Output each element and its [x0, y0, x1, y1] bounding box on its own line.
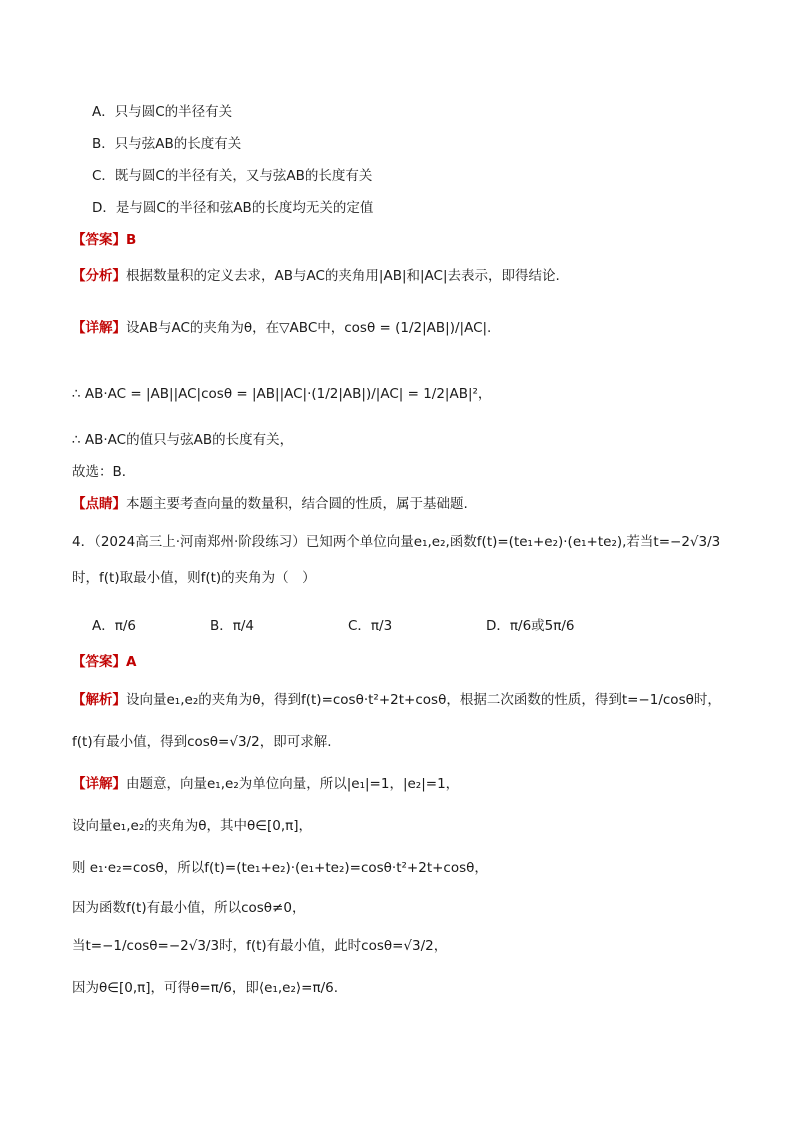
q4-detail-4: 因为函数f(t)有最小值，所以cosθ≠0， — [72, 900, 306, 916]
q3-detail-2: ∴ AB·AC = |AB||AC|cosθ = |AB||AC|·(1/2|AB|)/|AC| = 1/2|AB|²， — [72, 386, 492, 402]
q4-analysis-2: f(t)有最小值，得到cosθ=√3/2，即可求解. — [72, 734, 332, 750]
q4-stem-1: 4．（2024高三上·河南郑州·阶段练习）已知两个单位向量e₁,e₂,函数f(t)=(te₁+e₂)·(e₁+te₂),若当t=−2√3/3 — [72, 534, 721, 550]
q4-answer — [72, 652, 136, 672]
q4-choice-d: D．π/6或5π/6 — [486, 618, 575, 634]
analysis-text: 设向量e₁,e₂的夹角为θ，得到f(t)=cosθ·t²+2t+cosθ，根据二次函数的性质，得到t=−1/cosθ时， — [126, 692, 721, 708]
answer-value: B — [126, 232, 137, 248]
q3-analysis — [72, 266, 560, 286]
option-c: C．既与圆C的半径有关，又与弦AB的长度有关 — [92, 168, 373, 184]
comment-text: 本题主要考查向量的数量积，结合圆的性质，属于基础题. — [126, 496, 468, 512]
detail-tag: 【详解】 — [72, 776, 126, 792]
comment-tag: 【点睛】 — [72, 496, 126, 512]
q3-comment — [72, 494, 468, 514]
q3-detail-1 — [72, 318, 491, 338]
q4-detail-3: 则 e₁·e₂=cosθ，所以f(t)=(te₁+e₂)·(e₁+te₂)=cosθ·t²+2t+cosθ， — [72, 860, 488, 876]
answer-value: A — [126, 654, 137, 670]
q3-detail-3: ∴ AB·AC的值只与弦AB的长度有关， — [72, 432, 294, 448]
answer-tag: 【答案】 — [72, 232, 126, 248]
analysis-tag: 【分析】 — [72, 268, 126, 284]
analysis-tag: 【解析】 — [72, 692, 126, 708]
q4-detail-5: 当t=−1/cosθ=−2√3/3时，f(t)有最小值，此时cosθ=√3/2， — [72, 938, 448, 954]
detail-text: 由题意，向量e₁,e₂为单位向量，所以|e₁|=1，|e₂|=1， — [126, 776, 460, 792]
q4-detail-2: 设向量e₁,e₂的夹角为θ，其中θ∈[0,π]， — [72, 818, 313, 834]
analysis-text: 根据数量积的定义去求，AB与AC的夹角用|AB|和|AC|去表示，即得结论. — [126, 268, 560, 284]
detail-text: 设AB与AC的夹角为θ，在▽ABC中，cosθ = (1/2|AB|)/|AC|. — [126, 320, 492, 336]
q4-detail-6: 因为θ∈[0,π]，可得θ=π/6，即⟨e₁,e₂⟩=π/6. — [72, 980, 339, 996]
q4-detail-1 — [72, 774, 459, 794]
answer-tag: 【答案】 — [72, 654, 126, 670]
q3-answer — [72, 230, 136, 250]
option-a: A．只与圆C的半径有关 — [92, 104, 233, 120]
q4-choice-a: A．π/6 — [92, 618, 137, 634]
option-d: D．是与圆C的半径和弦AB的长度均无关的定值 — [92, 200, 374, 216]
option-b: B．只与弦AB的长度有关 — [92, 136, 242, 152]
q4-analysis-1 — [72, 690, 721, 710]
q3-choose: 故选：B． — [72, 464, 136, 480]
detail-tag: 【详解】 — [72, 320, 126, 336]
q4-stem-2: 时，f(t)取最小值，则f(t)的夹角为（ ） — [72, 570, 316, 586]
q4-choice-c: C．π/3 — [348, 618, 393, 634]
q4-choice-b: B．π/4 — [210, 618, 255, 634]
